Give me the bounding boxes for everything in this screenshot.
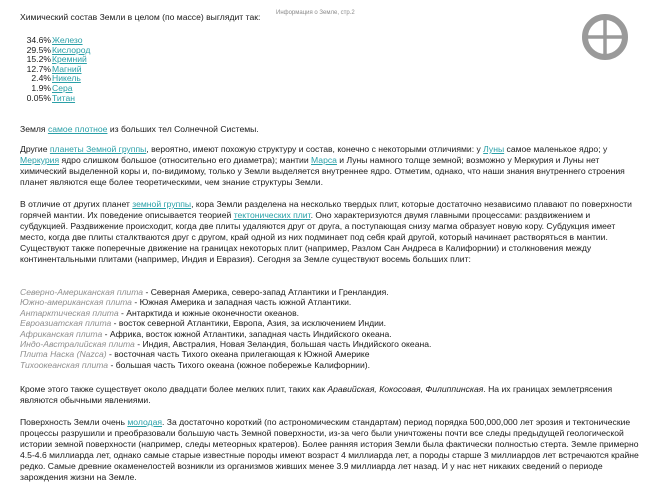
element-row xyxy=(20,36,640,46)
text-run: ядро слишком большое (относительно его диаметра); мантии xyxy=(59,155,312,165)
element-percent: 15.2% xyxy=(26,54,51,65)
terrestrial-planets-link[interactable]: планеты Земной группы xyxy=(49,144,147,154)
plate-row xyxy=(20,318,640,328)
text-run: , вероятно, имеют похожую структуру и состав, конечно с некоторыми отличиями: у xyxy=(146,144,484,154)
element-percent: 29.5% xyxy=(26,44,51,55)
plate-description: - Северная Америка, северо-запад Атлантики и Гренландия. xyxy=(143,287,389,297)
plate-name: Тихоокеанская плита xyxy=(20,359,109,370)
small-plates-paragraph xyxy=(20,384,640,406)
moon-link[interactable]: Луны xyxy=(483,144,505,154)
mercury-link[interactable]: Меркурия xyxy=(20,155,60,165)
plate-name: Индо-Австралийская плита xyxy=(20,338,135,349)
terrestrial-group-link[interactable]: земной группы xyxy=(132,199,192,209)
plate-name: Южно-американская плита xyxy=(20,297,132,308)
element-row xyxy=(20,65,640,75)
text-run: . За достаточно короткий (по астрономическим стандартам) период порядка 500,000,000 лет эрозия и тектонические процессы разрушили и преобразовали большую часть Земной поверхности, из-за чего были уничтожены почти все следы предыдущей геологической истории земной поверхности (например, следы метеорных кратеров). Более ранняя история Земли была фактически полностью стерта. Земле примерно 4.5-4.6 миллиарда лет, однако самые старые известные породы имеют возраст 4 миллиарда лет, а породы старше 3 миллиардов лет встречаются крайне редко. Самые древние окаменелостей возникли из организмов живших менее 3.9 миллиарда лет назад. И у нас нет никаких сведений о периоде зарождения жизни на Земле. xyxy=(20,417,639,482)
plate-row xyxy=(20,349,640,359)
plate-row xyxy=(20,287,640,297)
plate-name: Плита Наска (Nazca) xyxy=(20,349,107,360)
element-row xyxy=(20,55,640,65)
plate-description: - Индия, Австралия, Новая Зеландия, большая часть Индийского океана. xyxy=(134,338,432,349)
text-run: , кора Земли разделена на несколько твердых плит, которые достаточно независимо плавают по поверхности горячей мантии. Их поведение описывается теорией xyxy=(20,199,632,220)
surface-paragraph xyxy=(20,417,640,483)
plate-row xyxy=(20,329,640,339)
plate-row xyxy=(20,297,640,307)
element-percent: 0.05% xyxy=(26,92,51,103)
plate-description: - восток северной Атлантики, Европа, Азия, за исключением Индии. xyxy=(111,318,387,329)
density-link[interactable]: самое плотное xyxy=(47,124,108,134)
element-link-magnesium[interactable]: Магний xyxy=(52,63,82,74)
text-run: и Луны намного толще земной; возможно у Меркурия и Луны нет химический выделенной коры и, по-видимому, только у Земли выделяется внутреннее ядро. Отметим, однако, что наши знания внутреннего строения планет являются еще более теоретическими, чем знание структуры Земли. xyxy=(20,155,625,187)
plate-row xyxy=(20,360,640,370)
plate-row xyxy=(20,308,640,318)
element-link-oxygen[interactable]: Кислород xyxy=(52,44,91,55)
plate-name: Евроазиатская плита xyxy=(20,318,112,329)
plate-description: - Южная Америка и западная часть южной Атлантики. xyxy=(131,297,352,308)
element-link-nickel[interactable]: Никель xyxy=(52,73,81,84)
text-run: Земля xyxy=(20,124,48,134)
text-run: . Оно характеризуются двумя главными процессами: раздвижением и субдукцией. Раздвижение происходит, когда две плиты удаляются друг от друга, а поступающая снизу магма образует новую кору. Субдукция имеет место, когда две плиты сталктваются друг с другом, край одной из них подминает под себя край другой, который начинает растворяться в мантии. Существуют также поперечные движение на границах некоторых плит (например, Разлом Сан Андреса в Калифорнии) и столкновения между континентальными плитами (например, Индия и Евразия). Сегодня за Земле существуют восемь больших плит: xyxy=(20,210,616,264)
plate-list xyxy=(20,287,640,370)
plate-name: Северно-Американская плита xyxy=(20,287,144,297)
element-percent: 34.6% xyxy=(26,35,51,45)
plate-row xyxy=(20,339,640,349)
text-run: В отличие от других планет xyxy=(20,199,133,209)
element-row xyxy=(20,94,640,104)
plate-description: - Антарктида и южные оконечности океанов. xyxy=(118,307,300,318)
element-link-titanium[interactable]: Титан xyxy=(52,92,76,103)
text-run: самое маленькое ядро; у xyxy=(504,144,608,154)
plate-description: - большая часть Тихого океана (южное побережье Калифорнии). xyxy=(108,359,371,370)
young-surface-link[interactable]: молодая xyxy=(127,417,163,427)
plate-tectonics-link[interactable]: тектонических плит xyxy=(233,210,311,220)
tectonics-paragraph xyxy=(20,199,640,265)
element-percent: 12.7% xyxy=(26,63,51,74)
element-link-silicon[interactable]: Кремний xyxy=(52,54,87,65)
text-run: из больших тел Солнечной Системы. xyxy=(107,124,259,134)
element-percent: 1.9% xyxy=(31,82,51,93)
element-row xyxy=(20,84,640,94)
element-link-iron[interactable]: Железо xyxy=(52,35,83,45)
running-header: Информация о Земле, стр.2 xyxy=(276,10,355,16)
text-run: . На их границах землетрясения являются обычными явлениями. xyxy=(20,384,613,405)
plate-name: Антарктическая плита xyxy=(20,307,119,318)
plate-description: - Африка, восток южной Атлантики, западная часть Индийского океана. xyxy=(102,328,392,339)
element-percent: 2.4% xyxy=(31,73,51,84)
composition-intro: Химический состав Земли в целом (по массе) выглядит так: xyxy=(20,12,261,22)
text-run: Кроме этого также существует около двадцати более мелких плит, таких как xyxy=(20,384,328,394)
structure-paragraph xyxy=(20,144,640,188)
plate-name: Африканская плита xyxy=(20,328,103,339)
plate-description: - восточная часть Тихого океана прилегающая к Южной Америке xyxy=(106,349,370,360)
element-link-sulfur[interactable]: Сера xyxy=(52,82,73,93)
mars-link[interactable]: Марса xyxy=(311,155,337,165)
small-plate-examples: Аравийская, Кокосовая, Филиппинская xyxy=(327,384,484,394)
element-list xyxy=(20,36,640,103)
text-run: Поверхность Земли очень xyxy=(20,417,128,427)
density-paragraph xyxy=(20,124,640,135)
element-row xyxy=(20,46,640,56)
text-run: Другие xyxy=(20,144,50,154)
element-row xyxy=(20,74,640,84)
